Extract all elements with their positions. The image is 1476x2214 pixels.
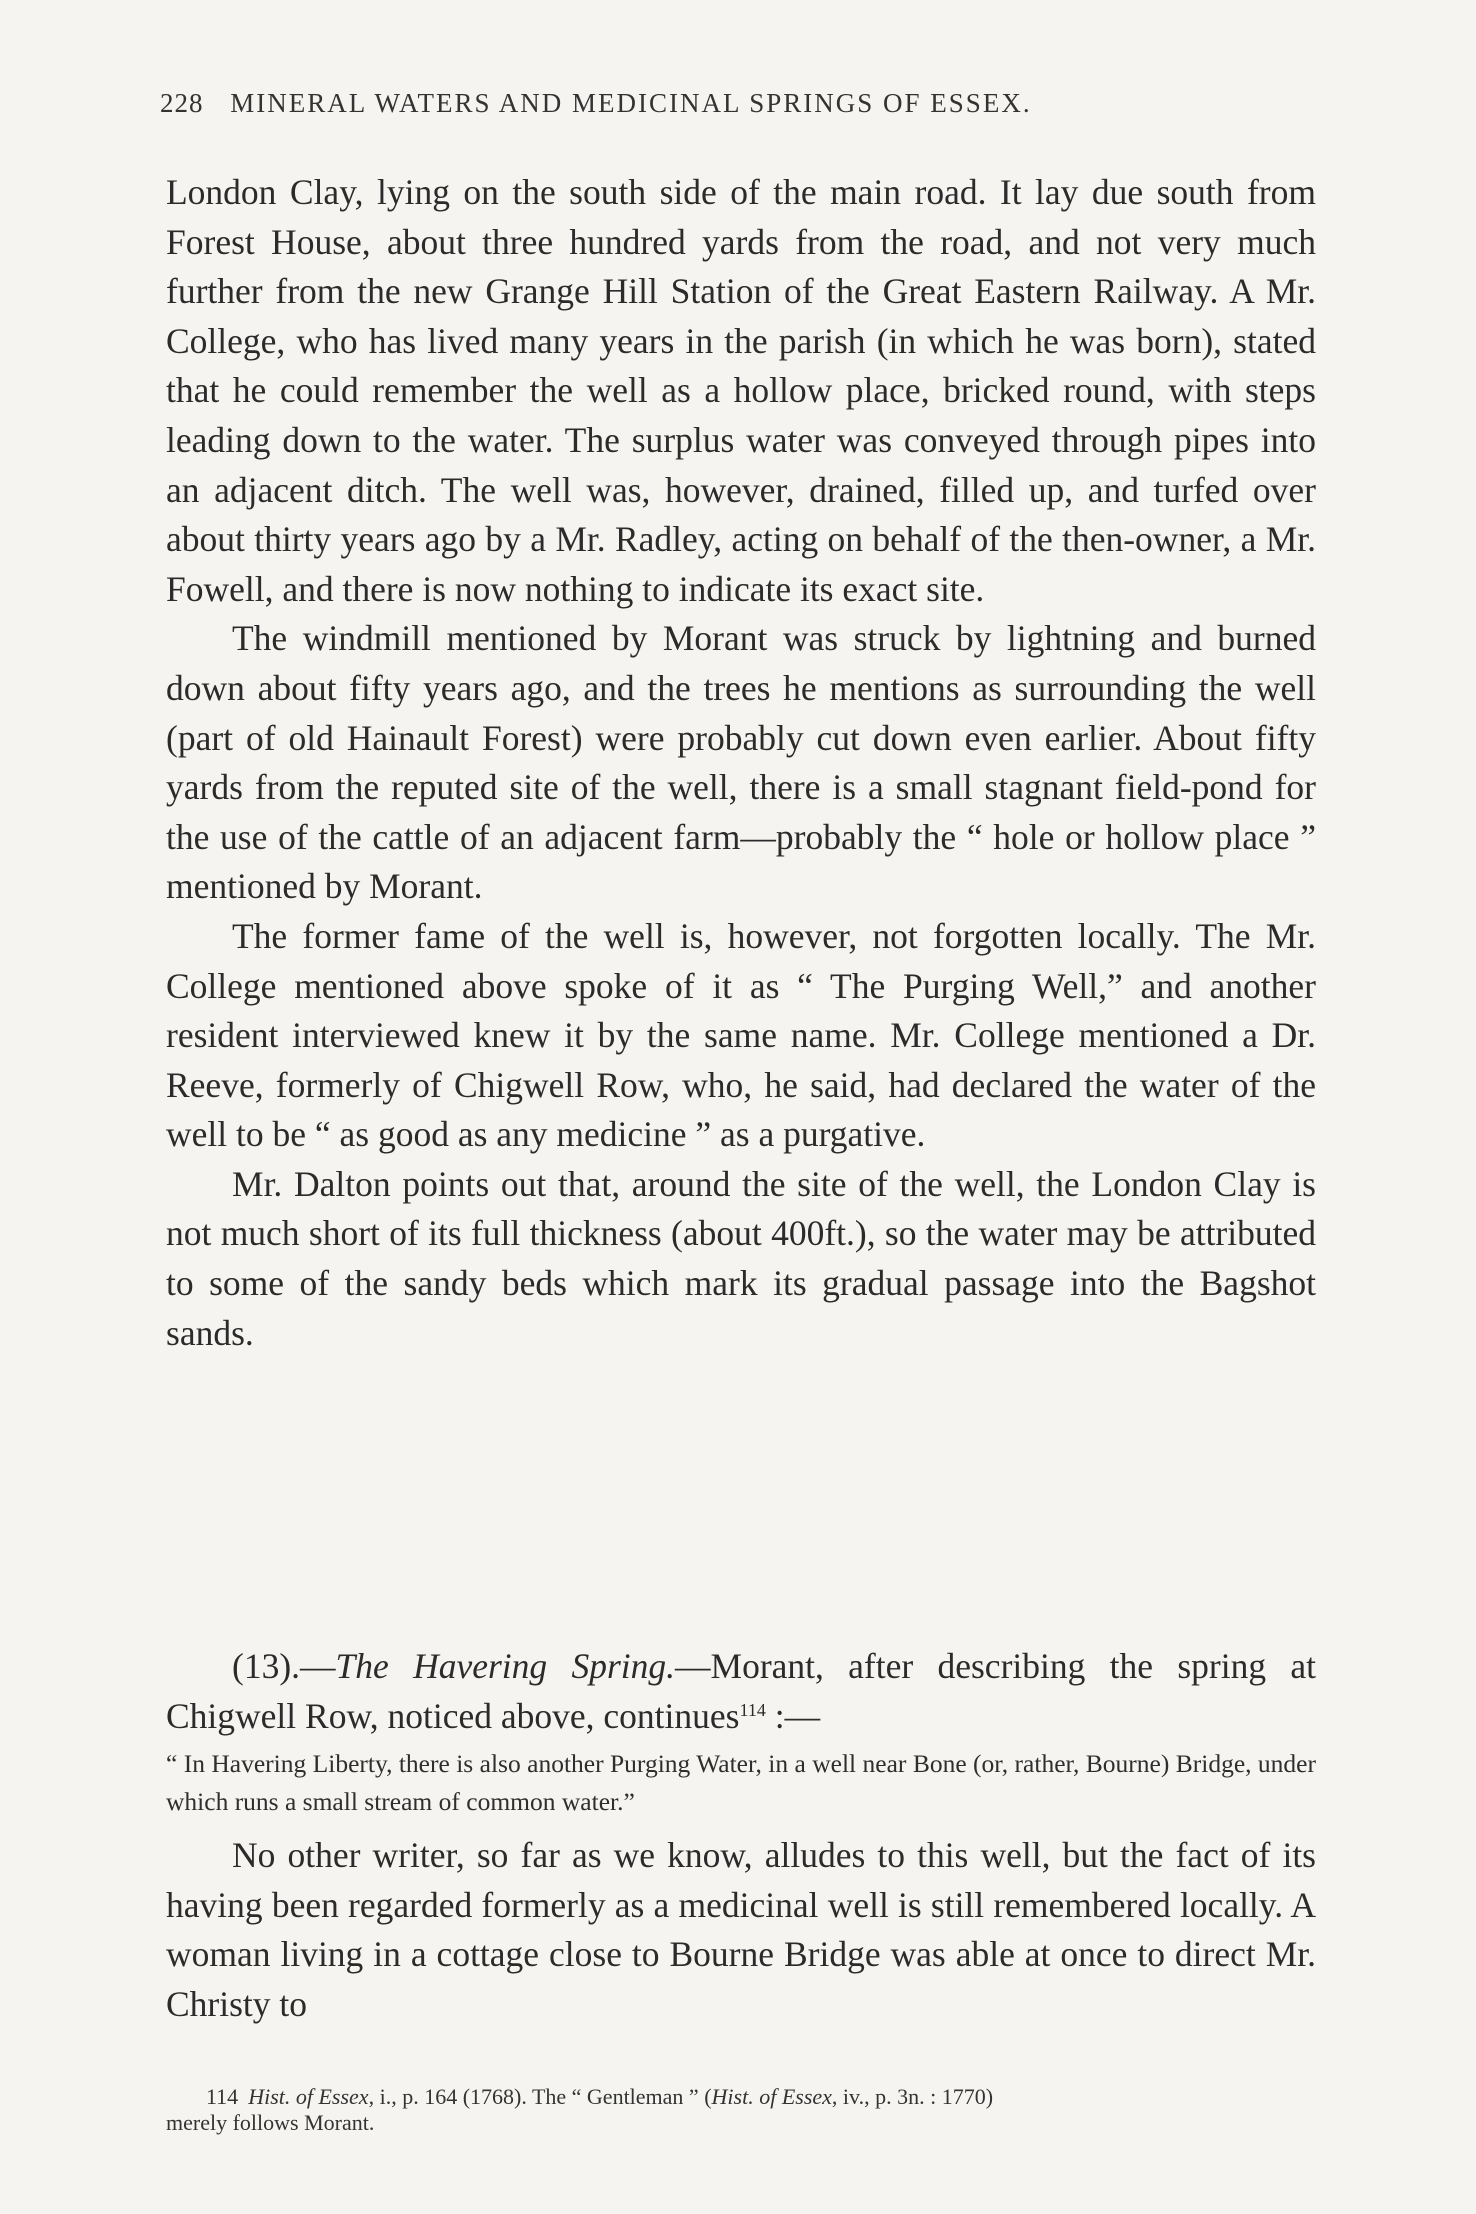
footnote-reference: 114 xyxy=(739,1699,766,1720)
havering-spring-section xyxy=(166,1642,1316,2030)
section-number: (13).— xyxy=(232,1646,336,1686)
section-title: The Havering Spring. xyxy=(335,1646,675,1686)
footnote-ref2-rest: , iv., p. 3n. : 1770) xyxy=(831,2084,994,2109)
footnote-ref2-title: Hist. of Essex xyxy=(711,2084,832,2109)
body-text xyxy=(166,168,1316,1358)
footnote-line-1 xyxy=(166,2084,1316,2110)
paragraph-1: London Clay, lying on the south side of the main road. It lay due south from Forest House, about three hundred yards from the road, and not very much further from the new Grange Hill Station of the Great Eastern Railway. A Mr. College, who has lived many years in the parish (in which he was born), stated that he could remember the well as a hollow place, bricked round, with steps leading down to the water. The surplus water was conveyed through pipes into an adjacent ditch. The well was, however, drained, filled up, and turfed over about thirty years ago by a Mr. Radley, acting on behalf of the then-owner, a Mr. Fowell, and there is now nothing to indicate its exact site. xyxy=(166,172,1316,609)
page-number: 228 xyxy=(160,88,204,118)
footnote-line-2: merely follows Morant. xyxy=(166,2110,375,2135)
paragraph-2: The windmill mentioned by Morant was struck by lightning and burned down about fifty years ago, and the trees he mentions as surrounding the well (part of old Hainault Forest) were probably cut down even earlier. About fifty yards from the reputed site of the well, there is a small stagnant field-pond for the use of the cattle of an adjacent farm—probably the “ hole or hollow place ” mentioned by Morant. xyxy=(166,618,1316,907)
section-intro xyxy=(166,1642,1316,1741)
paragraph-5: No other writer, so far as we know, alludes to this well, but the fact of its having been regarded formerly as a medicinal well is still remembered locally. A woman living in a cottage close to Bourne Bridge was able at once to direct Mr. Christy to xyxy=(166,1835,1316,2024)
paragraph-3: The former fame of the well is, however, not forgotten locally. The Mr. College mentioned above spoke of it as “ The Purging Well,” and another resident interviewed knew it by the same name. Mr. College mentioned a Dr. Reeve, formerly of Chigwell Row, who, he said, had declared the water of the well to be “ as good as any medicine ” as a purgative. xyxy=(166,915,1316,1155)
footnote-number: 114 xyxy=(206,2084,239,2109)
footnote-ref1-title: Hist. of Essex xyxy=(248,2084,369,2109)
section-intro-end: :— xyxy=(765,1695,821,1736)
section-intro-text: —Morant, after describing the spring at Chigwell Row, noticed above, continues xyxy=(166,1646,1316,1736)
footnote xyxy=(166,2084,1316,2136)
running-title: MINERAL WATERS AND MEDICINAL SPRINGS OF ESSEX. xyxy=(230,88,1032,118)
footnote-ref1-rest: , i., p. 164 (1768). The “ Gentleman ” ( xyxy=(368,2084,712,2109)
running-head xyxy=(160,88,1320,119)
block-quote xyxy=(166,1745,1316,1821)
paragraph-4: Mr. Dalton points out that, around the site of the well, the London Clay is not much short of its full thickness (about 400ft.), so the water may be attributed to some of the sandy beds which mark its gradual passage into the Bagshot sands. xyxy=(166,1163,1316,1353)
quote-text: “ In Havering Liberty, there is also another Purging Water, in a well near Bone (or, rather, Bourne) Bridge, under which runs a small stream of common water.” xyxy=(166,1749,1316,1817)
